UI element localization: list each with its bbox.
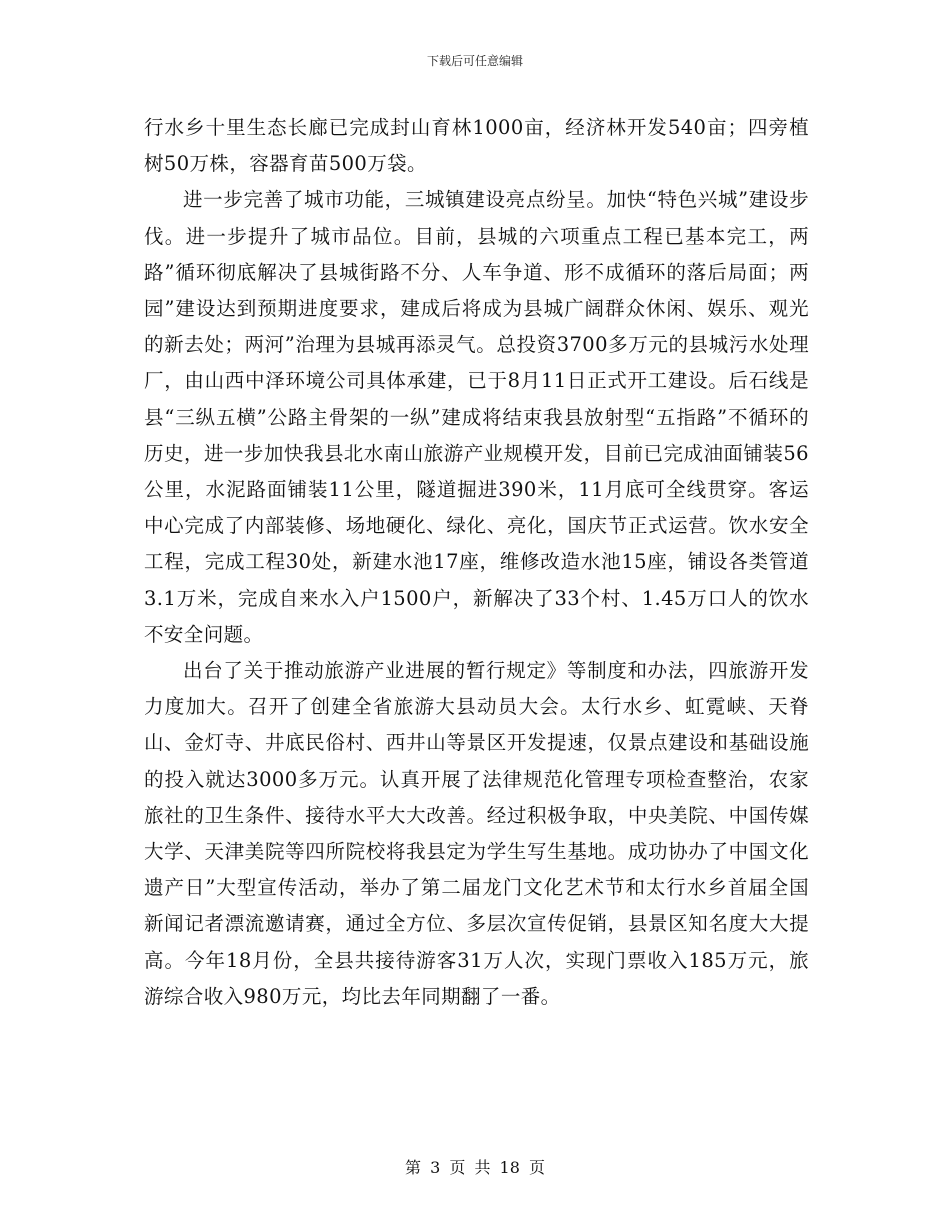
document-body — [144, 110, 809, 1015]
page-header: 下载后可任意编辑 — [426, 54, 523, 68]
paragraph-tourism: 出台了关于推动旅游产业进展的暂行规定》等制度和办法，四旅游开发力度加大。召开了创建全省旅游大县动员大会。太行水乡、虹霓峡、天脊山、金灯寺、井底民俗村、西井山等景区开发提速，仅景点建设和基础设施的投入就达3000多万元。认真开展了法律规范化管理专项检查整治，农家旅社的卫生条件、接待水平大大改善。经过积极争取，中央美院、中国传媒大学、天津美院等四所院校将我县定为学生写生基地。成功协办了中国文化遗产日”大型宣传活动，举办了第二届龙门文化艺术节和太行水乡首届全国新闻记者漂流邀请赛，通过全方位、多层次宣传促销，县景区知名度大大提高。今年18月份，全县共接待游客31万人次，实现门票收入185万元，旅游综合收入980万元，均比去年同期翻了一番。 — [144, 659, 809, 1008]
paragraph-urban-construction: 进一步完善了城市功能，三城镇建设亮点纷呈。加快“特色兴城”建设步伐。进一步提升了城市品位。目前，县城的六项重点工程已基本完工，两路”循环彻底解决了县城街路不分、人车争道、形不成循环的落后局面；两园”建设达到预期进度要求，建成后将成为县城广阔群众休闲、娱乐、观光的新去处；两河”治理为县城再添灵气。总投资3700多万元的县城污水处理厂，由山西中泽环境公司具体承建，已于8月11日正式开工建设。后石线是县“三纵五横”公路主骨架的一纵”建成将结束我县放射型“五指路”不循环的历史，进一步加快我县北水南山旅游产业规模开发，目前已完成油面铺装56公里，水泥路面铺装11公里，隧道掘进390米，11月底可全线贯穿。客运中心完成了内部装修、场地硬化、绿化、亮化，国庆节正式运营。饮水安全工程，完成工程30处，新建水池17座，维修改造水池15座，铺设各类管道3.1万米，完成自来水入户1500户，新解决了33个村、1.45万口人的饮水不安全问题。 — [144, 188, 809, 646]
page-number: 第 3 页 共 18 页 — [405, 1158, 545, 1177]
paragraph-continuation: 行水乡十里生态长廊已完成封山育林1000亩，经济林开发540亩；四旁植树50万株，容器育苗500万袋。 — [144, 116, 809, 176]
